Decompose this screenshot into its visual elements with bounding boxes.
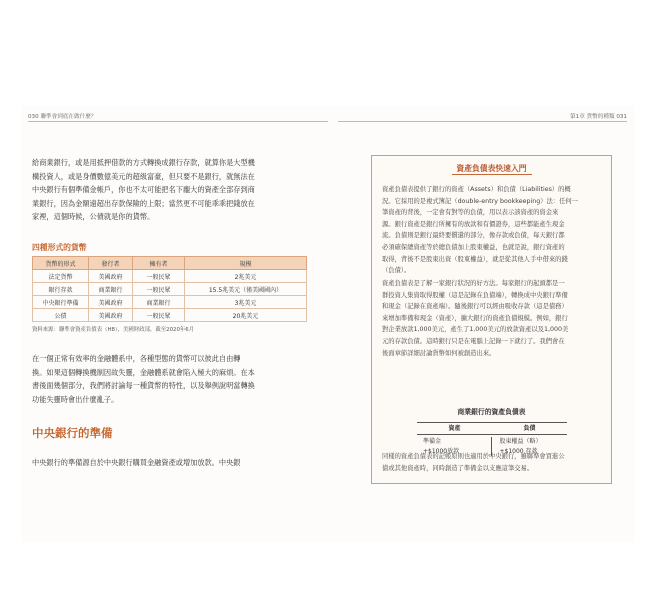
table-cell: 一般民眾	[133, 283, 185, 296]
table-cell: 2兆美元	[185, 270, 307, 283]
table-header-cell: 規模	[185, 257, 307, 270]
table-cell: 一般民眾	[133, 309, 185, 322]
table-cell: 法定貨幣	[33, 270, 89, 283]
box-paragraph-1: 資產負債表提供了銀行的資產（Assets）和負債（Liabilities）的概 況。它採用的是複式簿記（double-entry bookkeeping）法：任何一 筆資產的背後，一定會有對等的負債，用以表示該資產的資金來 源。銀行資產是銀行所擁有的放款和有價證券，這些都能產生現金 流。負債則是銀行最終要償還的部分，像存款或負債，每天銀行都 必須確保總資產等於總負債加上股東權益，也就是說，銀行資產的 取得，背後不是股東出資（股東權益），就是從其他人手中借來的錢 （負債）。	[382, 186, 578, 275]
table-cell: 15.5兆美元（僅美國國內）	[185, 283, 307, 296]
left-page-header: 030 聯準會到底在做什麼？	[28, 114, 97, 120]
table-row	[33, 296, 307, 309]
table-cell: 美國政府	[89, 296, 133, 309]
table-cell: 公債	[33, 309, 89, 322]
table-cell: 商業銀行	[133, 296, 185, 309]
balance-sheet-title: 商業銀行的資產負債表	[457, 408, 526, 416]
table-title: 四種形式的貨幣	[32, 243, 87, 252]
table-header-cell: 擁有者	[133, 257, 185, 270]
conversion-paragraph: 在一個正常有效率的金融體系中，各種型態的貨幣可以彼此自由轉 換。如果這個轉換機制因故失靈，金融體系就會陷入極大的麻煩。在本 書後面幾個部分，我們將討論每一種貨幣的特性，以及舉例說明當轉換 功能失靈時會出什麼亂子。	[32, 354, 255, 404]
table-row	[33, 283, 307, 296]
liability-entry: 股東權益（略）	[499, 438, 542, 445]
table-header-cell: 發行者	[89, 257, 133, 270]
box-title-underline	[452, 174, 532, 175]
asset-entry: 準備金	[423, 438, 442, 445]
table-cell: 一般民眾	[133, 270, 185, 283]
box-paragraph-3: 同樣的資產負債表的記帳原則也適用於中央銀行，雖聯準會買進公 債或其他資產時，同時創造了準備金以支應這筆交易。	[382, 453, 565, 472]
table-row	[33, 309, 307, 322]
section-heading: 中央銀行的準備	[32, 426, 113, 440]
table-source-note: 資料來源：聯準會資產負債表（H8），美國財政部，截至2020年6月	[32, 327, 195, 333]
liabilities-header: 負債	[523, 425, 536, 432]
table-header-cell: 貨幣的形式	[33, 257, 89, 270]
box-title: 資產負債表快速入門	[456, 164, 527, 173]
table-row	[33, 270, 307, 283]
balance-sheet-header	[417, 422, 567, 435]
table-header-row	[33, 257, 307, 270]
table-cell: 20兆美元	[185, 309, 307, 322]
table-cell: 美國政府	[89, 270, 133, 283]
assets-header: 資產	[448, 425, 461, 432]
box-paragraph-2: 資產負債表是了解一家銀行狀況的好方法。每家銀行的起頭都是一 群投資人集資取得股權（這是記錄在負債端），轉換成中央銀行準備 和現金（記錄在資產端）。隨後銀行可以經由吸收存款（這是債務） 來增加準備和現金（資產），擴大銀行的資產負債規模。例如，銀行 對企業放款1,000美元，產生了1,000美元的放款資產以及1,000美 元的存款負債。這時銀行只是在電腦上記錄一下就行了。我們會在 後面章節詳細討論貨幣如何被創造出來。	[382, 280, 569, 357]
reserves-paragraph: 中央銀行的準備源自於中央銀行購買金融資產或增加放款。中央銀	[32, 458, 241, 467]
table-cell: 中央銀行準備	[33, 296, 89, 309]
money-forms-table	[32, 256, 307, 322]
liability-entry: +$1000 存款	[499, 447, 538, 455]
asset-entry: +$1000放款	[423, 447, 460, 455]
right-header-rule	[338, 121, 627, 122]
table-cell: 商業銀行	[89, 283, 133, 296]
right-page-header: 第1章 貨幣的種類 031	[570, 114, 627, 120]
table-cell: 銀行存款	[33, 283, 89, 296]
left-header-rule	[28, 121, 328, 122]
balance-sheet-primer-box	[371, 155, 612, 484]
table-cell: 3兆美元	[185, 296, 307, 309]
intro-paragraph: 給商業銀行，或是用抵押借款的方式轉換成銀行存款，就算你是大型機 構投資人，或是身價數億美元的超級富豪，但只要不是銀行，就無法在 中央銀行有個準備金帳戶，你也不太可能把名下龐大的資產全部存到商 業銀行，因為金額遠超出存款保險的上限；當然更不可能乖乖把錢放在 家裡，這個時候，公債就是你的貨幣。	[32, 158, 255, 222]
table-cell: 美國政府	[89, 309, 133, 322]
